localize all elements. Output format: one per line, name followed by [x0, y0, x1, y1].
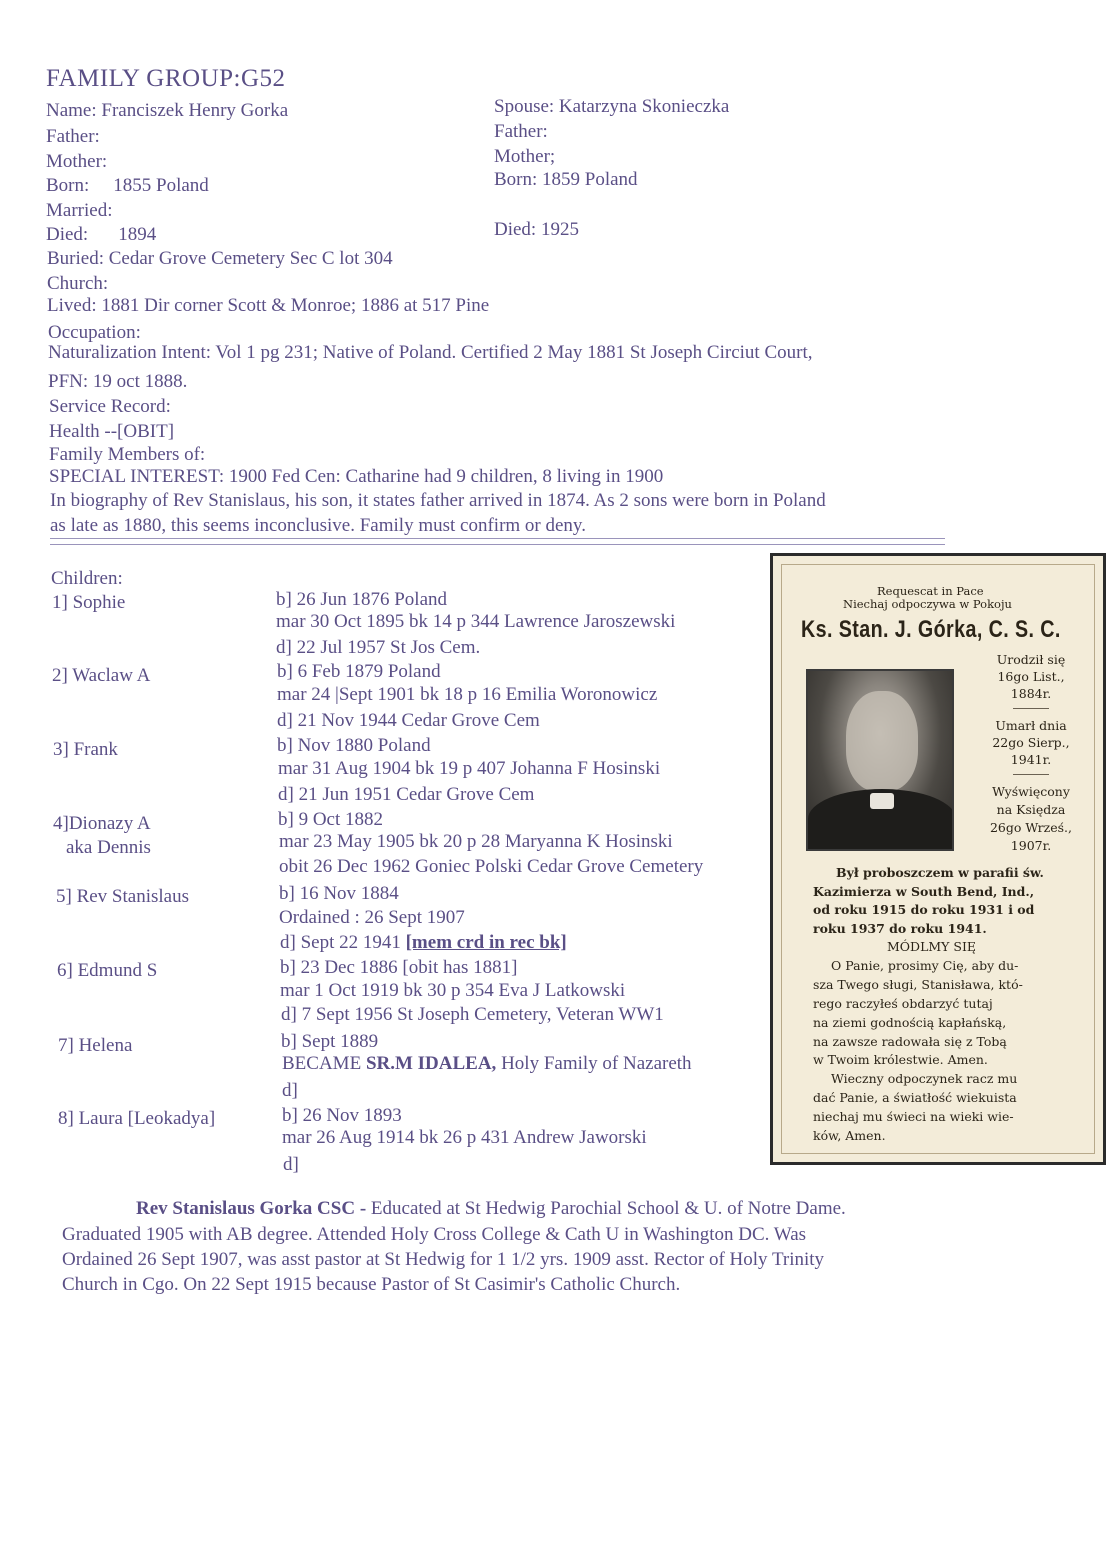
priest-portrait: [806, 669, 954, 851]
card-text: w Twoim królestwie. Amen.: [813, 1052, 988, 1067]
card-ord-3: 26go Wrześ.,: [989, 820, 1072, 835]
pfn-field: PFN: 19 oct 1888.: [48, 371, 188, 392]
child-detail: b] Nov 1880 Poland: [277, 735, 431, 756]
card-born-1: Urodził się: [996, 652, 1066, 667]
child-name: 7] Helena: [58, 1035, 133, 1056]
card-text: rego raczyłeś obdarzyć tutaj: [813, 996, 993, 1011]
health-field: Health --[OBIT]: [49, 421, 175, 442]
card-text: ków, Amen.: [813, 1128, 886, 1143]
died-value: 1894: [118, 224, 157, 245]
child-detail: b] 23 Dec 1886 [obit has 1881]: [280, 957, 518, 978]
card-rule: [1013, 774, 1049, 775]
child-name: 5] Rev Stanislaus: [56, 886, 189, 907]
child-detail: b] 6 Feb 1879 Poland: [277, 661, 441, 682]
child-detail: b] Sept 1889: [281, 1031, 379, 1052]
child-detail: d] 21 Jun 1951 Cedar Grove Cem: [278, 784, 535, 805]
child-detail: mar 31 Aug 1904 bk 19 p 407 Johanna F Hosinski: [278, 758, 661, 779]
card-text: na ziemi godnością kapłańską,: [813, 1015, 1007, 1030]
child-name: 8] Laura [Leokadya]: [58, 1108, 216, 1129]
card-died-3: 1941r.: [1010, 752, 1052, 767]
child-aka: aka Dennis: [66, 837, 151, 858]
card-ord-2: na Księdza: [996, 802, 1066, 817]
child-detail: Ordained : 26 Sept 1907: [279, 907, 465, 928]
family-members-field: Family Members of:: [49, 444, 206, 465]
bio-paragraph-line2: Graduated 1905 with AB degree. Attended Holy Cross College & Cath U in Washington DC. Was: [62, 1224, 807, 1245]
bio-paragraph-line1: Rev Stanislaus Gorka CSC - Educated at St Hedwig Parochial School & U. of Notre Dame.: [136, 1198, 846, 1219]
child-detail: d] Sept 22 1941 [mem crd in rec bk]: [280, 932, 567, 953]
born-field: [46, 175, 209, 197]
born-value: 1855 Poland: [113, 175, 209, 196]
spouse-name: Spouse: Katarzyna Skonieczka: [494, 96, 730, 117]
card-text: Kazimierza w South Bend, Ind.,: [813, 884, 1035, 899]
died-field: [46, 224, 156, 246]
child-detail: d] 7 Sept 1956 St Joseph Cemetery, Veteran WW1: [281, 1004, 664, 1025]
child-detail: mar 24 |Sept 1901 bk 18 p 16 Emilia Woronowicz: [277, 684, 658, 705]
mother-field: Mother:: [46, 151, 108, 172]
child-detail: d] 21 Nov 1944 Cedar Grove Cem: [277, 710, 540, 731]
child-detail: b] 26 Jun 1876 Poland: [276, 589, 447, 610]
child-detail: d]: [283, 1154, 299, 1175]
card-text: niechaj mu świeci na wieki wie-: [813, 1109, 1014, 1124]
child-detail: b] 26 Nov 1893: [282, 1105, 402, 1126]
service-record-field: Service Record:: [49, 396, 171, 417]
card-prayer-title: MÓDLMY SIĘ: [887, 939, 977, 954]
page-title: FAMILY GROUP:G52: [46, 65, 286, 92]
bio-note-line2: as late as 1880, this seems inconclusive. Family must confirm or deny.: [50, 515, 586, 536]
spouse-father: Father:: [494, 121, 548, 142]
child-detail: BECAME SR.M IDALEA, Holy Family of Nazareth: [282, 1053, 692, 1074]
bio-note-line1: In biography of Rev Stanislaus, his son, it states father arrived in 1874. As 2 sons were born in Poland: [50, 490, 826, 511]
child-detail: mar 26 Aug 1914 bk 26 p 431 Andrew Jaworski: [282, 1127, 647, 1148]
card-name: Ks. Stan. J. Górka, C. S. C.: [801, 616, 1061, 643]
memorial-card: [770, 553, 1106, 1165]
card-born-2: 16go List.,: [997, 669, 1065, 684]
special-interest: SPECIAL INTEREST: 1900 Fed Cen: Catharine had 9 children, 8 living in 1900: [49, 466, 664, 487]
card-born-3: 1884r.: [1010, 686, 1052, 701]
bio-paragraph-line3: Ordained 26 Sept 1907, was asst pastor at St Hedwig for 1 1/2 yrs. 1909 asst. Rector of Holy Trinity: [62, 1249, 825, 1270]
card-text: O Panie, prosimy Cię, aby du-: [831, 958, 1019, 973]
child-name: 1] Sophie: [52, 592, 126, 613]
child-detail: mar 1 Oct 1919 bk 30 p 354 Eva J Latkowski: [280, 980, 626, 1001]
card-text: dać Panie, a światłość wiekuista: [813, 1090, 1017, 1105]
memorial-card-link[interactable]: [mem crd in rec bk]: [405, 932, 567, 953]
child-detail: d]: [282, 1080, 298, 1101]
spouse-mother: Mother;: [494, 146, 556, 167]
card-latin: Requescat in Pace: [877, 584, 984, 598]
card-ord-1: Wyświęcony: [992, 784, 1070, 799]
died-label: Died:: [46, 224, 89, 245]
child-detail: b] 16 Nov 1884: [279, 883, 399, 904]
child-detail: d] 22 Jul 1957 St Jos Cem.: [276, 637, 481, 658]
spouse-born: Born: 1859 Poland: [494, 169, 638, 190]
child-detail: mar 23 May 1905 bk 20 p 28 Maryanna K Hosinski: [279, 831, 673, 852]
card-text: sza Twego sługi, Stanisława, któ-: [813, 977, 1023, 992]
bio-paragraph-line4: Church in Cgo. On 22 Sept 1915 because Pastor of St Casimir's Catholic Church.: [62, 1274, 681, 1295]
child-detail: obit 26 Dec 1962 Goniec Polski Cedar Grove Cemetery: [279, 856, 704, 877]
portrait-collar: [870, 793, 894, 809]
card-text: na zawsze radowała się z Tobą: [813, 1034, 1007, 1049]
card-text: roku 1937 do roku 1941.: [813, 921, 987, 936]
portrait-face: [846, 691, 918, 791]
child-name: 4]Dionazy A: [53, 813, 151, 834]
card-text: Był proboszczem w parafii św.: [836, 865, 1044, 880]
lived-field: Lived: 1881 Dir corner Scott & Monroe; 1886 at 517 Pine: [47, 295, 490, 316]
naturalization-field: Naturalization Intent: Vol 1 pg 231; Native of Poland. Certified 2 May 1881 St Joseph Circiut Court,: [48, 342, 813, 363]
child-name: 3] Frank: [53, 739, 118, 760]
father-field: Father:: [46, 126, 100, 147]
occupation-field: Occupation:: [48, 322, 141, 343]
married-field: Married:: [46, 200, 113, 221]
name-field: Name: Franciszek Henry Gorka: [46, 100, 289, 121]
card-died-1: Umarł dnia: [995, 718, 1067, 733]
child-detail: mar 30 Oct 1895 bk 14 p 344 Lawrence Jaroszewski: [276, 611, 676, 632]
card-text: od roku 1915 do roku 1931 i od: [813, 902, 1035, 917]
card-polish: Niechaj odpoczywa w Pokoju: [843, 597, 1012, 611]
children-label: Children:: [51, 568, 123, 589]
bio-heading: Rev Stanislaus Gorka CSC -: [136, 1198, 371, 1219]
church-field: Church:: [47, 273, 109, 294]
child-detail: b] 9 Oct 1882: [278, 809, 384, 830]
child-name: 2] Waclaw A: [52, 665, 151, 686]
divider: [50, 538, 945, 545]
spouse-died: Died: 1925: [494, 219, 579, 240]
card-text: Wieczny odpoczynek racz mu: [831, 1071, 1018, 1086]
buried-field: Buried: Cedar Grove Cemetery Sec C lot 304: [47, 248, 393, 269]
born-label: Born:: [46, 175, 90, 196]
card-rule: [1013, 708, 1049, 709]
card-died-2: 22go Sierp.,: [992, 735, 1070, 750]
card-ord-4: 1907r.: [1010, 838, 1052, 853]
child-name: 6] Edmund S: [57, 960, 158, 981]
